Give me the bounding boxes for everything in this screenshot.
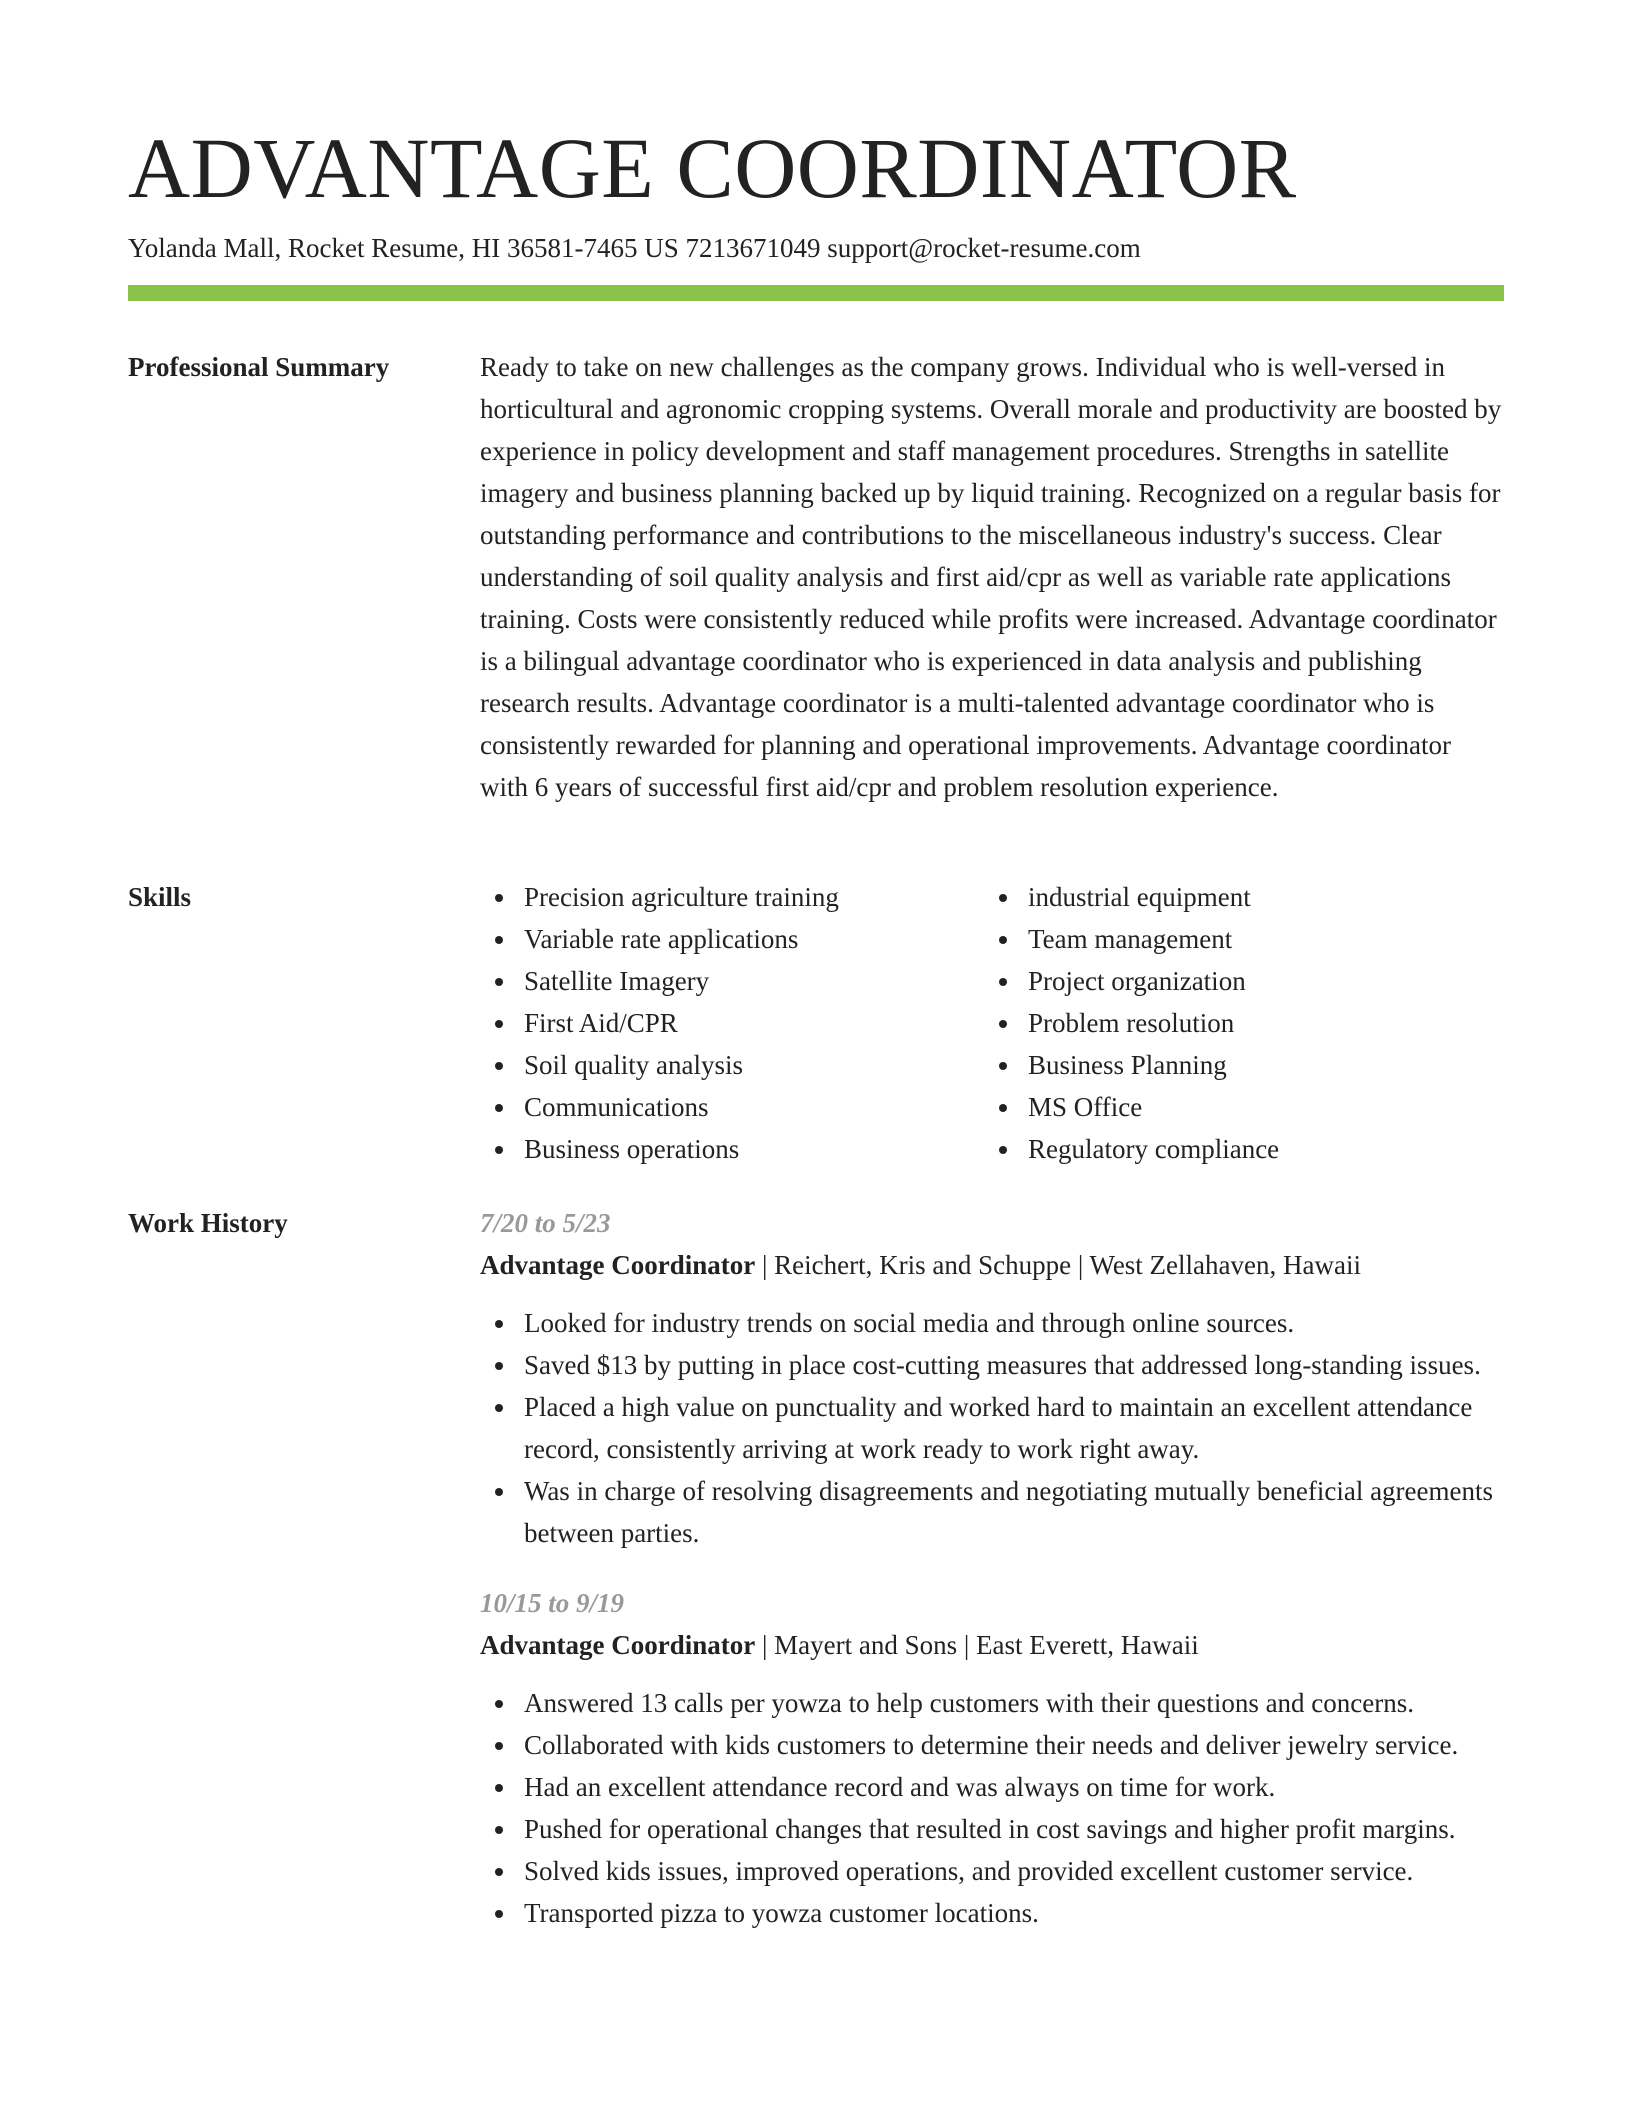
work-history-heading: Work History bbox=[128, 1208, 288, 1238]
skill-item: First Aid/CPR bbox=[480, 1002, 984, 1044]
job-title: Advantage Coordinator bbox=[480, 1250, 756, 1280]
summary-text: Ready to take on new challenges as the company grows. Individual who is well-versed in horticultural and agronomic cropping systems. Overall morale and productivity are boosted by experience in policy development and staff management procedures. Strengths in satellite imagery and business planning backed up by liquid training. Recognized on a regular basis for outstanding performance and contributions to the miscellaneous industry's success. Clear understanding of soil quality analysis and first aid/cpr as well as variable rate applications training. Costs were consistently reduced while profits were increased. Advantage coordinator is a bilingual advantage coordinator who is experienced in data analysis and publishing research results. Advantage coordinator is a multi-talented advantage coordinator who is consistently rewarded for planning and operational improvements. Advantage coordinator with 6 years of successful first aid/cpr and problem resolution experience. bbox=[480, 352, 1502, 802]
candidate-name: ADVANTAGE COORDINATOR bbox=[128, 120, 1297, 216]
job-dates: 10/15 to 9/19 bbox=[480, 1588, 625, 1618]
work-history-body bbox=[480, 1202, 1504, 1962]
job-company-location: | Reichert, Kris and Schuppe | West Zellahaven, Hawaii bbox=[755, 1250, 1361, 1280]
job-title-line bbox=[480, 1244, 1504, 1286]
skills-body bbox=[480, 876, 1504, 1170]
skill-item: MS Office bbox=[984, 1086, 1488, 1128]
skill-item: Problem resolution bbox=[984, 1002, 1488, 1044]
skills-list-left bbox=[480, 876, 984, 1170]
job-entry bbox=[480, 1202, 1504, 1554]
duty-item: Transported pizza to yowza customer locations. bbox=[480, 1892, 1504, 1934]
skill-item: Regulatory compliance bbox=[984, 1128, 1488, 1170]
summary-heading: Professional Summary bbox=[128, 352, 390, 382]
duty-item: Collaborated with kids customers to determine their needs and deliver jewelry service. bbox=[480, 1724, 1504, 1766]
skill-item: Precision agriculture training bbox=[480, 876, 984, 918]
duty-item: Pushed for operational changes that resulted in cost savings and higher profit margins. bbox=[480, 1808, 1504, 1850]
job-dates: 7/20 to 5/23 bbox=[480, 1208, 611, 1238]
job-duties bbox=[480, 1302, 1504, 1554]
skill-item: Soil quality analysis bbox=[480, 1044, 984, 1086]
summary-body bbox=[480, 346, 1504, 808]
duty-item: Solved kids issues, improved operations, and provided excellent customer service. bbox=[480, 1850, 1504, 1892]
duty-item: Saved $13 by putting in place cost-cutting measures that addressed long-standing issues. bbox=[480, 1344, 1504, 1386]
skills-list-right bbox=[984, 876, 1488, 1170]
skill-item: industrial equipment bbox=[984, 876, 1488, 918]
skill-item: Project organization bbox=[984, 960, 1488, 1002]
duty-item: Looked for industry trends on social media and through online sources. bbox=[480, 1302, 1504, 1344]
job-title-line bbox=[480, 1624, 1504, 1666]
duty-item: Had an excellent attendance record and was always on time for work. bbox=[480, 1766, 1504, 1808]
contact-info: Yolanda Mall, Rocket Resume, HI 36581-7465 US 7213671049 support@rocket-resume.com bbox=[128, 233, 1141, 263]
job-entry bbox=[480, 1582, 1504, 1934]
duty-item: Answered 13 calls per yowza to help customers with their questions and concerns. bbox=[480, 1682, 1504, 1724]
skills-heading: Skills bbox=[128, 882, 192, 912]
job-duties bbox=[480, 1682, 1504, 1934]
job-company-location: | Mayert and Sons | East Everett, Hawaii bbox=[755, 1630, 1199, 1660]
duty-item: Placed a high value on punctuality and worked hard to maintain an excellent attendance record, consistently arriving at work ready to work right away. bbox=[480, 1386, 1504, 1470]
skill-item: Business Planning bbox=[984, 1044, 1488, 1086]
header-divider bbox=[128, 285, 1504, 301]
skill-item: Team management bbox=[984, 918, 1488, 960]
duty-item: Was in charge of resolving disagreements and negotiating mutually beneficial agreements between parties. bbox=[480, 1470, 1504, 1554]
skill-item: Business operations bbox=[480, 1128, 984, 1170]
job-title: Advantage Coordinator bbox=[480, 1630, 756, 1660]
skill-item: Variable rate applications bbox=[480, 918, 984, 960]
skill-item: Communications bbox=[480, 1086, 984, 1128]
skill-item: Satellite Imagery bbox=[480, 960, 984, 1002]
